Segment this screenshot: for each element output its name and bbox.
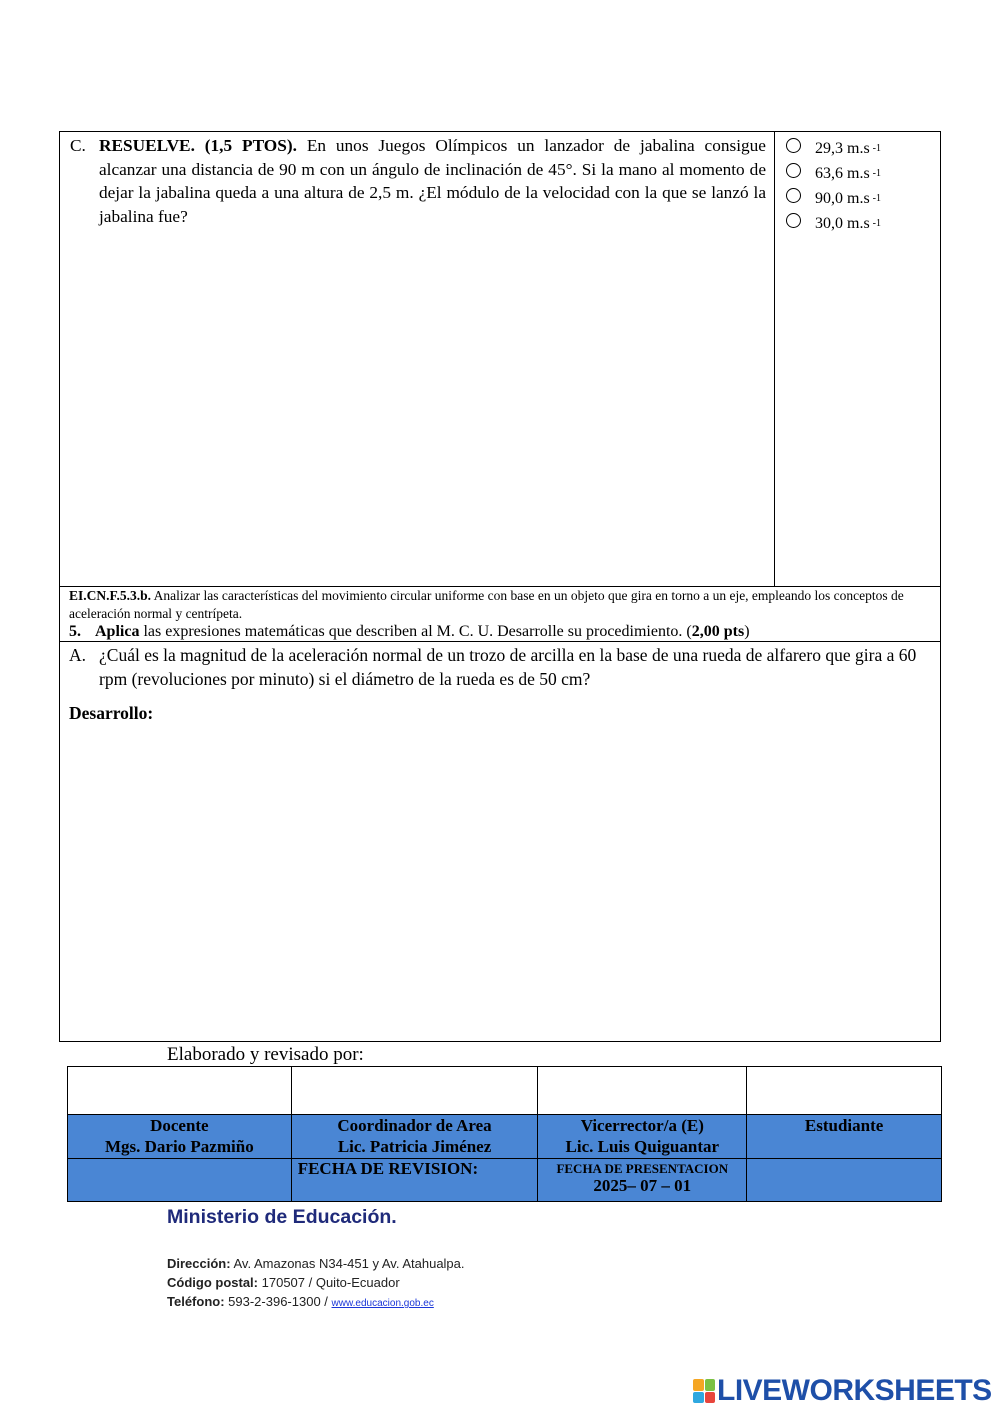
answer-option-2[interactable]: 63,6 m.s -1 bbox=[786, 161, 936, 186]
question-c-label: RESUELVE. (1,5 PTOS). bbox=[99, 136, 297, 155]
radio-button-icon[interactable] bbox=[786, 163, 801, 178]
question-a-letter: A. bbox=[69, 645, 87, 665]
question-a bbox=[69, 644, 935, 691]
question-a-text: ¿Cuál es la magnitud de la aceleración normal de un trozo de arcilla en la base de una rueda de alfarero que gira a 60 rpm (revoluciones por minuto) si el diámetro de la rueda es de 50 cm? bbox=[99, 645, 917, 689]
liveworksheets-icon bbox=[693, 1379, 715, 1403]
fecha-revision-cell: FECHA DE REVISION: bbox=[291, 1159, 538, 1202]
answer-options bbox=[786, 136, 936, 236]
liveworksheets-logo[interactable] bbox=[693, 1374, 992, 1408]
fecha-presentacion-cell: FECHA DE PRESENTACION 2025– 07 – 01 bbox=[538, 1159, 747, 1202]
criteria-description: EI.CN.F.5.3.b. Analizar las características del movimiento circular uniforme con base en un objeto que gira en torno a un eje, empleando los conceptos de aceleración normal y centrípeta. bbox=[69, 588, 904, 621]
signature-cell-docente bbox=[68, 1067, 292, 1115]
question-c-row bbox=[60, 132, 940, 587]
signature-cell-vicerrector bbox=[538, 1067, 747, 1115]
docente-cell: Docente Mgs. Dario Pazmiño bbox=[68, 1115, 292, 1159]
answer-option-1[interactable]: 29,3 m.s -1 bbox=[786, 136, 936, 161]
vicerrector-cell: Vicerrector/a (E) Lic. Luis Quiguantar bbox=[538, 1115, 747, 1159]
question-table bbox=[59, 131, 941, 1042]
column-divider bbox=[774, 132, 775, 586]
signatures-heading: Elaborado y revisado por: bbox=[167, 1044, 364, 1065]
address-block: Dirección: Av. Amazonas N34-451 y Av. Atahualpa. Código postal: 170507 / Quito-Ecuador Teléfono: 593-2-396-1300 / www.educacion.gob.ec bbox=[167, 1256, 465, 1309]
desarrollo-label: Desarrollo: bbox=[69, 703, 154, 723]
estudiante-cell: Estudiante bbox=[747, 1115, 942, 1159]
coordinador-cell: Coordinador de Area Lic. Patricia Jiménez bbox=[291, 1115, 538, 1159]
question-c-text: En unos Juegos Olímpicos un lanzador de jabalina consigue alcanzar una distancia de 90 m con un ángulo de inclinación de 45°. Si la mano al momento de dejar la jabalina queda a una altura de 2,5 m. ¿El módulo de la velocidad con la que se lanzó la jabalina fue? bbox=[99, 136, 766, 226]
task-points: 2,00 pts bbox=[691, 623, 745, 640]
radio-button-icon[interactable] bbox=[786, 213, 801, 228]
task-verb: Aplica bbox=[95, 623, 140, 640]
answer-option-4[interactable]: 30,0 m.s -1 bbox=[786, 211, 936, 236]
signature-cell-estudiante bbox=[747, 1067, 942, 1115]
task-number: 5. bbox=[69, 623, 81, 640]
task-instruction: 5. Aplica las expresiones matemáticas que describen al M. C. U. Desarrolle su procedimiento. (2,00 pts) bbox=[69, 623, 750, 640]
radio-button-icon[interactable] bbox=[786, 188, 801, 203]
answer-option-3[interactable]: 90,0 m.s -1 bbox=[786, 186, 936, 211]
question-c bbox=[70, 134, 766, 228]
website-link[interactable]: www.educacion.gob.ec bbox=[331, 1298, 434, 1309]
empty-date-cell-2 bbox=[747, 1159, 942, 1202]
signature-cell-coordinador bbox=[291, 1067, 538, 1115]
criteria-code: EI.CN.F.5.3.b. bbox=[69, 588, 152, 603]
criteria-row bbox=[60, 587, 940, 642]
radio-button-icon[interactable] bbox=[786, 138, 801, 153]
liveworksheets-logo-text: LIVEWORKSHEETS bbox=[717, 1374, 992, 1407]
ministerio-title: Ministerio de Educación. bbox=[167, 1206, 397, 1228]
question-a-row bbox=[60, 642, 940, 1041]
empty-date-cell bbox=[68, 1159, 292, 1202]
question-c-letter: C. bbox=[70, 136, 86, 155]
signatures-table bbox=[67, 1066, 942, 1202]
